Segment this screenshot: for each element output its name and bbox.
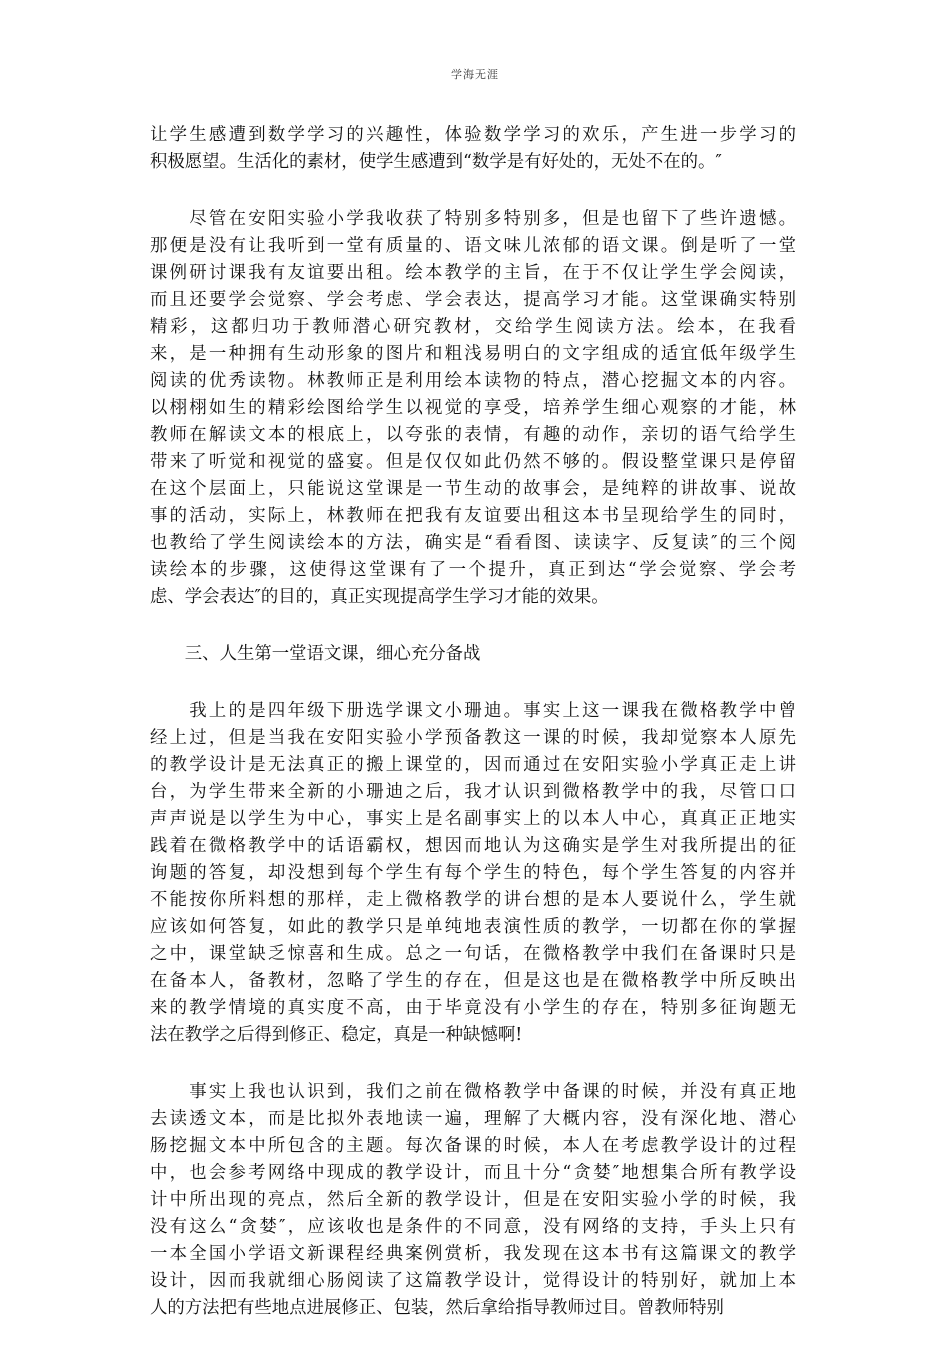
text-line: 设计，因而我就细心肠阅读了这篇教学设计，觉得设计的特别好，就加上本 xyxy=(150,1271,796,1291)
text-line: 不能按你所料想的那样，走上微格教学的讲台想的是本人要说什么，学生就 xyxy=(150,890,796,910)
text-line: 践着在微格教学中的话语霸权，想因而地认为这确实是学生对我所提出的征 xyxy=(150,836,796,856)
text-line: 三、人生第一堂语文课，细心充分备战 xyxy=(150,644,481,664)
text-line: 事实上我也认识到，我们之前在微格教学中备课的时候，并没有真正地 xyxy=(150,1082,796,1102)
text-line: 应该如何答复，如此的教学只是单纯地表演性质的教学，一切都在你的掌握 xyxy=(150,917,796,937)
paragraph-1 xyxy=(150,122,796,176)
text-line: 尽管在安阳实验小学我收获了特别多特别多，但是也留下了些许遗憾。 xyxy=(150,209,796,229)
paragraph-2 xyxy=(150,206,796,611)
text-line: 一本全国小学语文新课程经典案例赏析，我发现在这本书有这篇课文的教学 xyxy=(150,1244,796,1264)
text-line: 也教给了学生阅读绘本的方法，确实是“看看图、读读字、反复读″的三个阅 xyxy=(150,533,796,553)
text-line: 课例研讨课我有友谊要出租。绘本教学的主旨，在于不仅让学生学会阅读， xyxy=(150,263,796,283)
text-line: 来的教学情境的真实度不高，由于毕竟没有小学生的存在，特别多征询题无 xyxy=(150,998,796,1018)
text-line: 人的方法把有些地点进展修正、包装，然后拿给指导教师过目。曾教师特别 xyxy=(150,1298,724,1318)
text-line: 询题的答复，却没想到每个学生有每个学生的特色，每个学生答复的内容并 xyxy=(150,863,796,883)
page-header: 学海无涯 xyxy=(451,68,499,81)
text-line: 带来了听觉和视觉的盛宴。但是仅仅如此仍然不够的。假设整堂课只是停留 xyxy=(150,452,796,472)
text-line: 计中所出现的亮点，然后全新的教学设计，但是在安阳实验小学的时候，我 xyxy=(150,1190,796,1210)
text-line: 去读透文本，而是比拟外表地读一遍，理解了大概内容，没有深化地、潜心 xyxy=(150,1109,796,1129)
text-line: 积极愿望。生活化的素材，使学生感遭到“数学是有好处的，无处不在的。″ xyxy=(150,152,722,172)
text-line: 没有这么“贪婪″，应该收也是条件的不同意，没有网络的支持，手头上只有 xyxy=(150,1217,796,1237)
text-line: 肠挖掘文本中所包含的主题。每次备课的时候，本人在考虑教学设计的过程 xyxy=(150,1136,796,1156)
section-heading xyxy=(150,641,796,668)
text-line: 我上的是四年级下册选学课文小珊迪。事实上这一课我在微格教学中曾 xyxy=(150,701,796,721)
text-line: 阅读的优秀读物。林教师正是利用绘本读物的特点，潜心挖掘文本的内容。 xyxy=(150,371,796,391)
text-line: 在备本人，备教材，忽略了学生的存在，但是这也是在微格教学中所反映出 xyxy=(150,971,796,991)
text-line: 的教学设计是无法真正的搬上课堂的，因而通过在安阳实验小学真正走上讲 xyxy=(150,755,796,775)
text-line: 台，为学生带来全新的小珊迪之后，我才认识到微格教学中的我，尽管口口 xyxy=(150,782,796,802)
text-line: 经上过，但是当我在安阳实验小学预备教这一课的时候，我却觉察本人原先 xyxy=(150,728,796,748)
text-line: 让学生感遭到数学学习的兴趣性，体验数学学习的欢乐，产生进一步学习的 xyxy=(150,125,796,145)
text-line: 读绘本的步骤，这使得这堂课有了一个提升，真正到达“学会觉察、学会考 xyxy=(150,560,796,580)
text-line: 事的活动，实际上，林教师在把我有友谊要出租这本书呈现给学生的同时， xyxy=(150,506,796,526)
text-line: 中，也会参考网络中现成的教学设计，而且十分“贪婪″地想集合所有教学设 xyxy=(150,1163,796,1183)
text-line: 法在教学之后得到修正、稳定，真是一种缺憾啊! xyxy=(150,1025,523,1045)
text-line: 在这个层面上，只能说这堂课是一节生动的故事会，是纯粹的讲故事、说故 xyxy=(150,479,796,499)
paragraph-4 xyxy=(150,1079,796,1322)
text-line: 虑、学会表达″的目的，真正实现提高学生学习才能的效果。 xyxy=(150,587,609,607)
document-body xyxy=(150,122,796,1352)
text-line: 那便是没有让我听到一堂有质量的、语文味儿浓郁的语文课。倒是听了一堂 xyxy=(150,236,796,256)
paragraph-3 xyxy=(150,698,796,1049)
text-line: 精彩，这都归功于教师潜心研究教材，交给学生阅读方法。绘本，在我看 xyxy=(150,317,796,337)
text-line: 之中，课堂缺乏惊喜和生成。总之一句话，在微格教学中我们在备课时只是 xyxy=(150,944,796,964)
text-line: 声声说是以学生为中心，事实上是名副事实上的以本人中心，真真正正地实 xyxy=(150,809,796,829)
text-line: 而且还要学会觉察、学会考虑、学会表达，提高学习才能。这堂课确实特别 xyxy=(150,290,796,310)
text-line: 教师在解读文本的根底上，以夸张的表情，有趣的动作，亲切的语气给学生 xyxy=(150,425,796,445)
text-line: 来，是一种拥有生动形象的图片和粗浅易明白的文字组成的适宜低年级学生 xyxy=(150,344,796,364)
text-line: 以栩栩如生的精彩绘图给学生以视觉的享受，培养学生细心观察的才能，林 xyxy=(150,398,796,418)
